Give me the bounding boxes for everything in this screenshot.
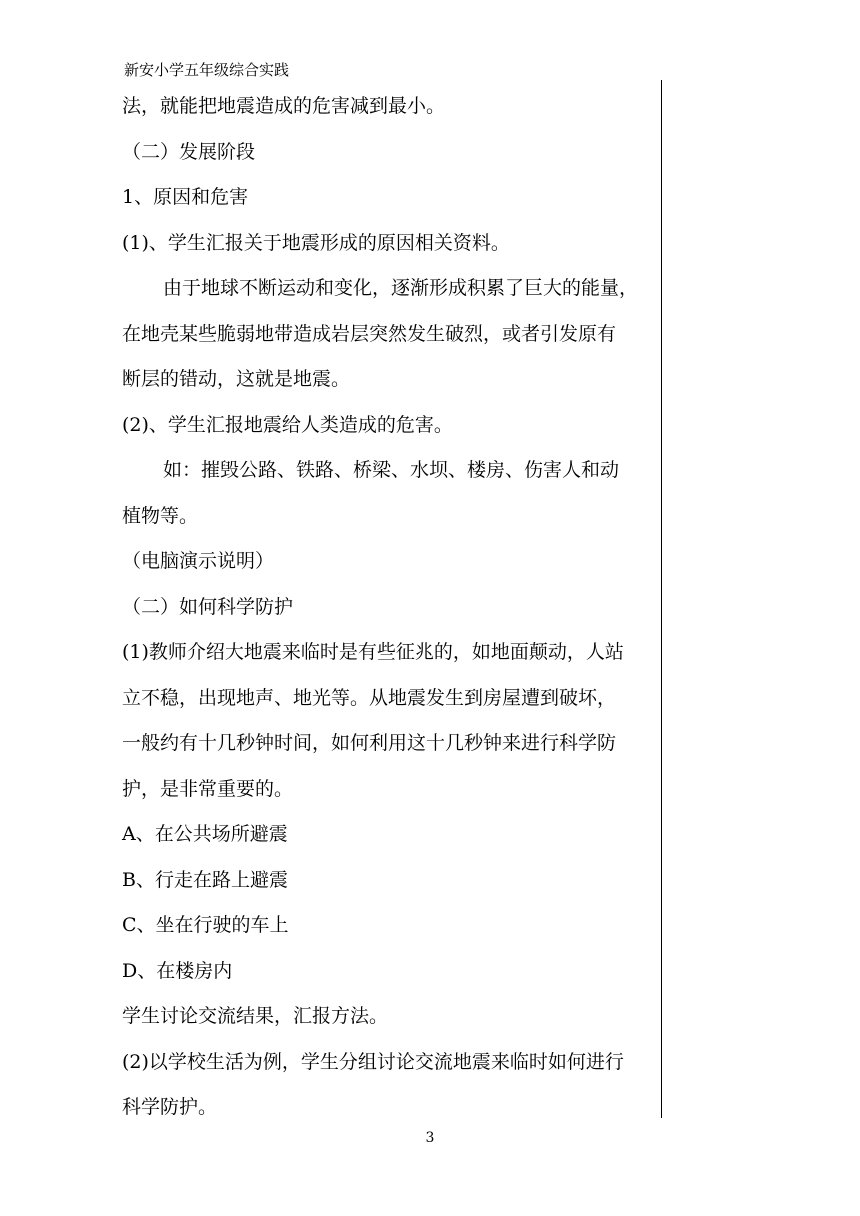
list-item: A、在公共场所避震 xyxy=(122,823,288,845)
text-line: (1)教师介绍大地震来临时是有些征兆的，如地面颠动，人站 xyxy=(122,641,624,663)
list-item: C、坐在行驶的车上 xyxy=(122,914,289,936)
text-line: （电脑演示说明） xyxy=(122,550,275,572)
section-heading: （二）如何科学防护 xyxy=(122,595,294,618)
text-line: 护，是非常重要的。 xyxy=(122,777,294,800)
document-body xyxy=(122,84,658,1131)
page-header: 新安小学五年级综合实践 xyxy=(124,61,290,79)
text-line: 一般约有十几秒钟时间，如何利用这十几秒钟来进行科学防 xyxy=(122,732,617,754)
text-line: (2)以学校生活为例，学生分组讨论交流地震来临时如何进行 xyxy=(122,1050,624,1073)
text-line: 植物等。 xyxy=(122,504,199,527)
text-line: 法，就能把地震造成的危害减到最小。 xyxy=(122,95,446,117)
list-item: D、在楼房内 xyxy=(122,959,233,982)
text-line: 断层的错动，这就是地震。 xyxy=(122,368,351,390)
paragraph xyxy=(122,1040,658,1131)
page-number: 3 xyxy=(425,1130,435,1146)
paragraph xyxy=(122,630,658,812)
section-heading: （二）发展阶段 xyxy=(122,140,256,163)
text-line: 如：摧毁公路、铁路、桥梁、水坝、楼房、伤害人和动 xyxy=(163,459,620,481)
paragraph xyxy=(122,266,658,403)
subsection-heading: 1、原因和危害 xyxy=(122,186,249,208)
text-line: 在地壳某些脆弱地带造成岩层突然发生破烈，或者引发原有 xyxy=(122,322,617,345)
text-line: 科学防护。 xyxy=(122,1096,218,1118)
table-border-right xyxy=(661,80,662,1118)
text-line: 立不稳，出现地声、地光等。从地震发生到房屋遭到破坏， xyxy=(122,686,617,709)
text-line: 学生讨论交流结果，汇报方法。 xyxy=(122,1005,389,1027)
text-line: (2)、学生汇报地震给人类造成的危害。 xyxy=(122,413,453,436)
list-item: B、行走在路上避震 xyxy=(122,868,288,891)
paragraph xyxy=(122,448,658,539)
text-line: 由于地球不断运动和变化，逐渐形成积累了巨大的能量， xyxy=(163,277,639,299)
text-line: (1)、学生汇报关于地震形成的原因相关资料。 xyxy=(122,231,510,254)
